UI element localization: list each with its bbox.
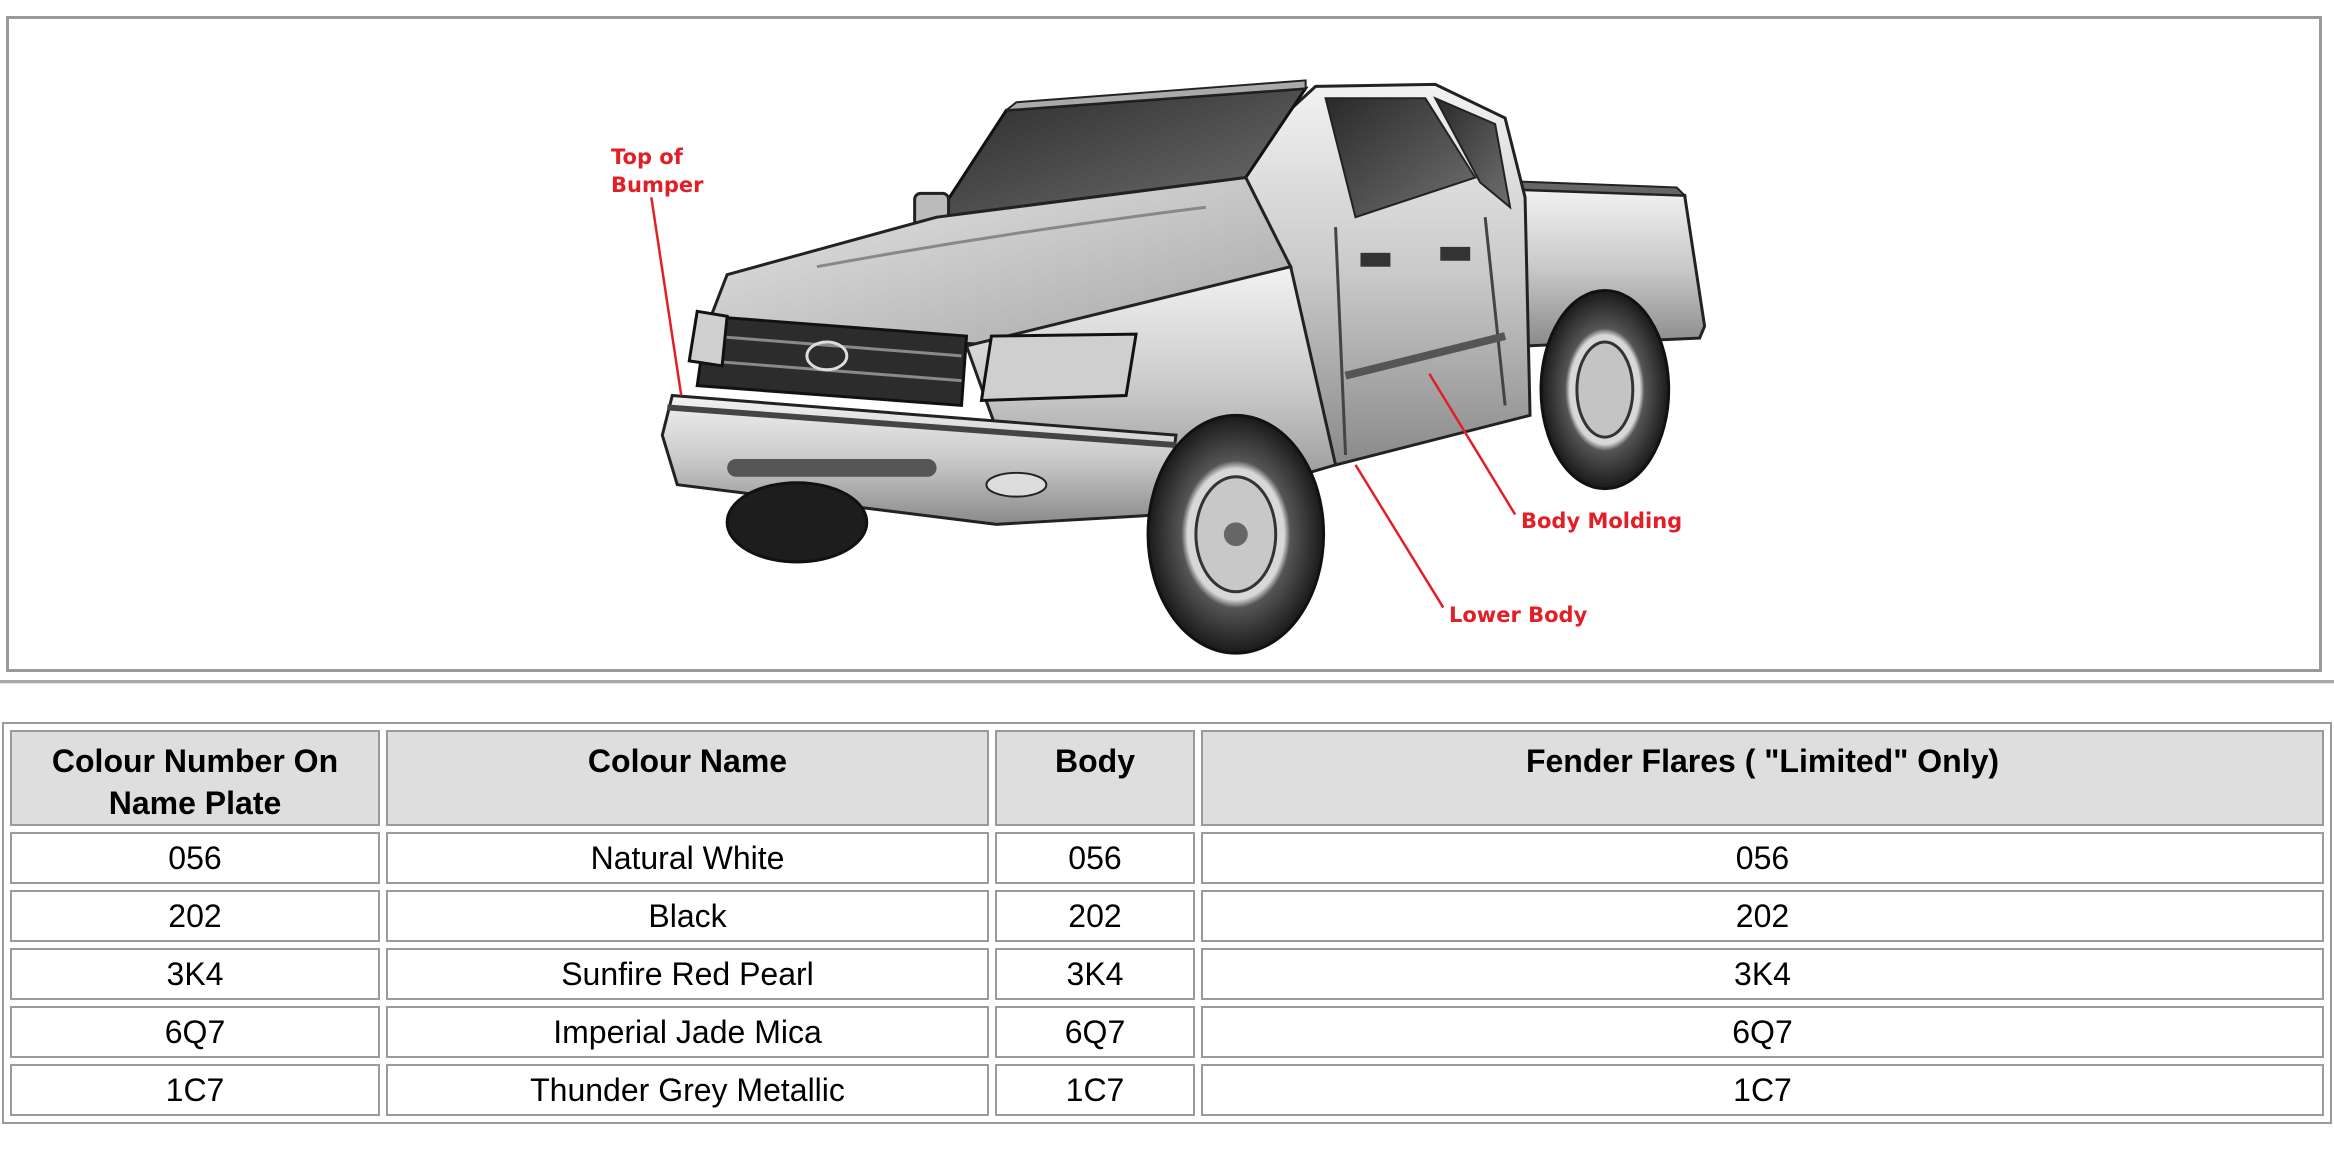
pickup-truck-illustration — [9, 19, 2319, 669]
cell-colour-name: Sunfire Red Pearl — [386, 948, 989, 1000]
rear-wheel — [1541, 290, 1669, 488]
colour-table-wrapper — [2, 722, 2332, 1124]
callout-lower-body: Lower Body — [1449, 603, 1588, 627]
cell-body: 3K4 — [995, 948, 1195, 1000]
cell-body: 1C7 — [995, 1064, 1195, 1116]
cell-colour-number: 202 — [10, 890, 380, 942]
cell-colour-name: Black — [386, 890, 989, 942]
header-colour-number-line2: Name Plate — [108, 785, 282, 821]
cell-colour-number: 1C7 — [10, 1064, 380, 1116]
cell-colour-number: 056 — [10, 832, 380, 884]
cell-colour-name: Natural White — [386, 832, 989, 884]
cell-body: 056 — [995, 832, 1195, 884]
cell-fender-flares: 202 — [1201, 890, 2324, 942]
table-row — [10, 1006, 2324, 1058]
cell-fender-flares: 6Q7 — [1201, 1006, 2324, 1058]
callout-top-of-bumper-line2: Bumper — [611, 173, 704, 197]
cell-body: 6Q7 — [995, 1006, 1195, 1058]
header-body: Body — [995, 730, 1195, 826]
cell-colour-number: 6Q7 — [10, 1006, 380, 1058]
vehicle-figure-panel — [6, 16, 2322, 672]
cell-colour-name: Thunder Grey Metallic — [386, 1064, 989, 1116]
table-row — [10, 890, 2324, 942]
callout-top-of-bumper-line1: Top of — [611, 145, 683, 169]
callout-top-of-bumper — [611, 143, 703, 199]
table-row — [10, 832, 2324, 884]
header-fender-flares: Fender Flares ( "Limited" Only) — [1201, 730, 2324, 826]
cell-fender-flares: 1C7 — [1201, 1064, 2324, 1116]
table-header-row — [10, 730, 2324, 826]
header-colour-name: Colour Name — [386, 730, 989, 826]
table-row — [10, 948, 2324, 1000]
colour-table — [2, 722, 2332, 1124]
front-wheel-right — [1148, 415, 1324, 653]
cell-colour-name: Imperial Jade Mica — [386, 1006, 989, 1058]
cell-colour-number: 3K4 — [10, 948, 380, 1000]
front-wheel-left — [727, 483, 867, 562]
header-colour-number-line1: Colour Number On — [51, 743, 339, 779]
cell-fender-flares: 3K4 — [1201, 948, 2324, 1000]
horizontal-divider — [0, 680, 2334, 684]
header-colour-number — [10, 730, 380, 826]
table-row — [10, 1064, 2324, 1116]
cell-fender-flares: 056 — [1201, 832, 2324, 884]
cell-body: 202 — [995, 890, 1195, 942]
callout-body-molding: Body Molding — [1521, 509, 1683, 533]
